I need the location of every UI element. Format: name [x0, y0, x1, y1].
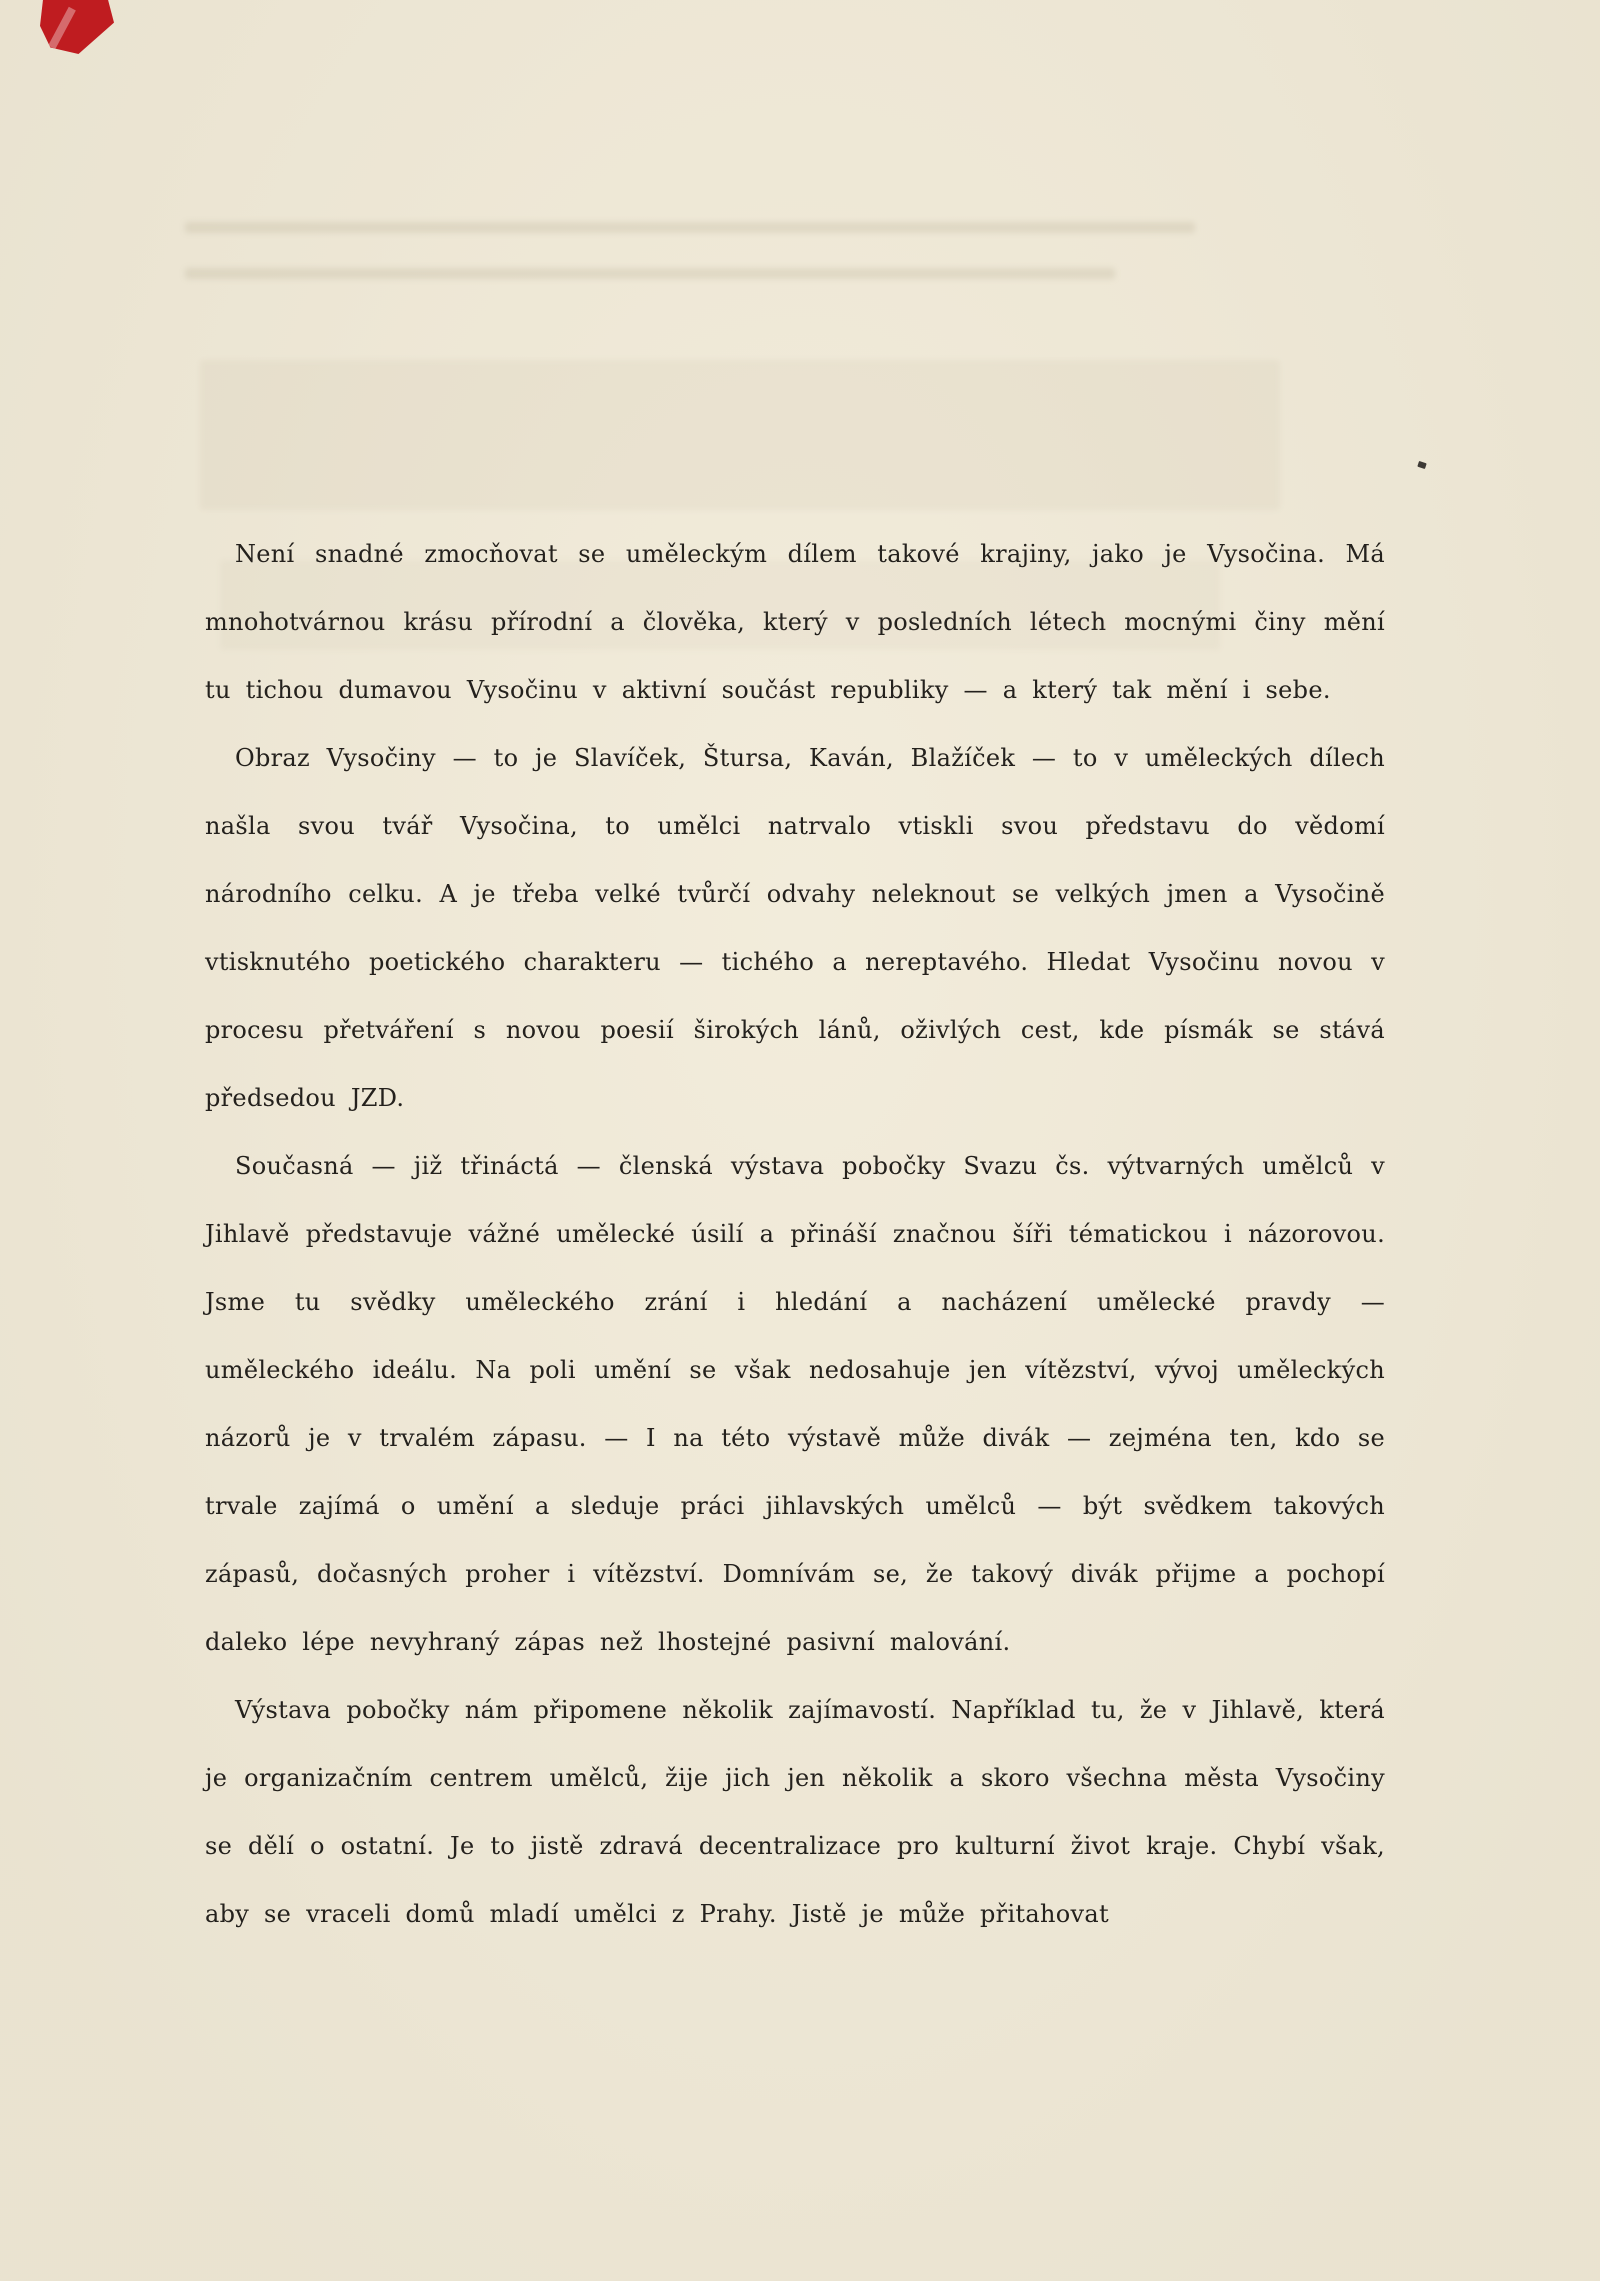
- show-through-ghost: [185, 222, 1195, 233]
- text-column: [205, 520, 1385, 1948]
- show-through-ghost: [185, 268, 1115, 279]
- paragraph-4: Výstava pobočky nám připomene několik zajímavostí. Například tu, že v Jihlavě, která je organizačním centrem umělců, žije jich jen několik a skoro všechna města Vysočiny se dělí o ostatní. Je to jistě zdravá decentralizace pro kulturní život kraje. Chybí však, aby se vraceli domů mladí umělci z Prahy. Jistě je může přitahovat: [205, 1696, 1385, 1928]
- ink-speck: [1417, 461, 1426, 469]
- paragraph-3: Současná — již třináctá — členská výstava pobočky Svazu čs. výtvarných umělců v Jihlavě představuje vážné umělecké úsilí a přináší značnou šíři tématickou i názorovou. Jsme tu svědky uměleckého zrání i hledání a nacházení umělecké pravdy — uměleckého ideálu. Na poli umění se však nedosahuje jen vítězství, vývoj uměleckých názorů je v trvalém zápasu. — I na této výstavě může divák — zejména ten, kdo se trvale zajímá o umění a sleduje práci jihlavských umělců — být svědkem takových zápasů, dočasných proher i vítězství. Domnívám se, že takový divák přijme a pochopí daleko lépe nevyhraný zápas než lhostejné pasivní malování.: [205, 1152, 1385, 1656]
- show-through-ghost: [200, 360, 1280, 510]
- red-corner-mark: [40, 0, 114, 54]
- paragraph-1: Není snadné zmocňovat se uměleckým dílem takové krajiny, jako je Vysočina. Má mnohotvárnou krásu přírodní a člověka, který v posledních létech mocnými činy mění tu tichou dumavou Vysočinu v aktivní součást republiky — a který tak mění i sebe.: [205, 540, 1385, 704]
- paragraph-2: Obraz Vysočiny — to je Slavíček, Štursa, Kaván, Blažíček — to v uměleckých dílech našla svou tvář Vysočina, to umělci natrvalo vtiskli svou představu do vědomí národního celku. A je třeba velké tvůrčí odvahy neleknout se velkých jmen a Vysočině vtisknutého poetického charakteru — tichého a nereptavého. Hledat Vysočinu novou v procesu přetváření s novou poesií širokých lánů, oživlých cest, kde písmák se stává předsedou JZD.: [205, 744, 1385, 1112]
